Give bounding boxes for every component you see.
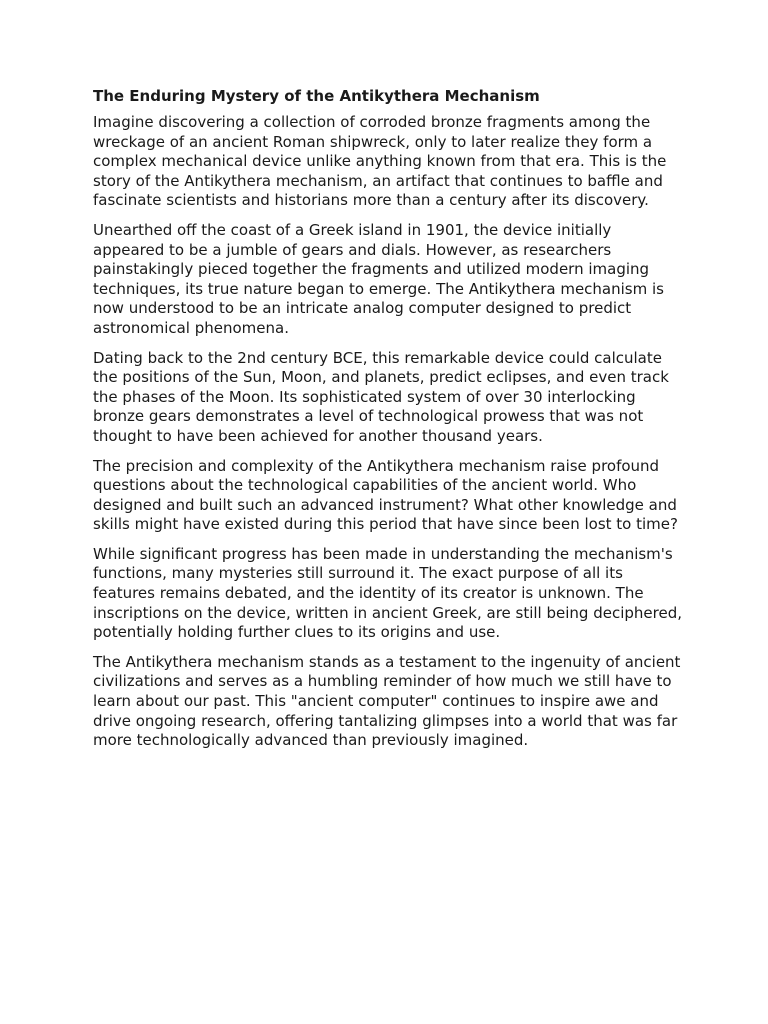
document-title: The Enduring Mystery of the Antikythera Mechanism <box>93 87 540 105</box>
paragraph-unearthed: Unearthed off the coast of a Greek island in 1901, the device initially appeared to be a jumble of gears and dials. However, as researchers painstakingly pieced together the fragments and utilized modern imaging techniques, its true nature began to emerge. The Antikythera mechanism is now understood to be an intricate analog computer designed to predict astronomical phenomena. <box>93 220 664 337</box>
paragraph-questions: The precision and complexity of the Antikythera mechanism raise profound questions about the technological capabilities of the ancient world. Who designed and built such an advanced instrument? What other knowledge and skills might have existed during this period that have since been lost to time? <box>93 456 678 534</box>
paragraph-discovery: Imagine discovering a collection of corroded bronze fragments among the wreckage of an ancient Roman shipwreck, only to later realize they form a complex mechanical device unlike anything known from that era. This is the story of the Antikythera mechanism, an artifact that continues to baffle and fascinate scientists and historians more than a century after its discovery. <box>93 113 667 210</box>
document-page <box>93 85 683 761</box>
paragraph-mysteries: While significant progress has been made in understanding the mechanism's functions, many mysteries still surround it. The exact purpose of all its features remains debated, and the identity of its creator is unknown. The inscriptions on the device, written in ancient Greek, are still being deciphered, potentially holding further clues to its origins and use. <box>93 544 682 642</box>
paragraph-conclusion: The Antikythera mechanism stands as a testament to the ingenuity of ancient civilizations and serves as a humbling reminder of how much we still have to learn about our past. This "ancient computer" continues to inspire awe and drive ongoing research, offering tantalizing glimpses into a world that was far more technologically advanced than previously imagined. <box>93 652 681 750</box>
paragraph-dating: Dating back to the 2nd century BCE, this remarkable device could calculate the positions of the Sun, Moon, and planets, predict eclipses, and even track the phases of the Moon. Its sophisticated system of over 30 interlocking bronze gears demonstrates a level of technological prowess that was not thought to have been achieved for another thousand years. <box>93 348 669 445</box>
